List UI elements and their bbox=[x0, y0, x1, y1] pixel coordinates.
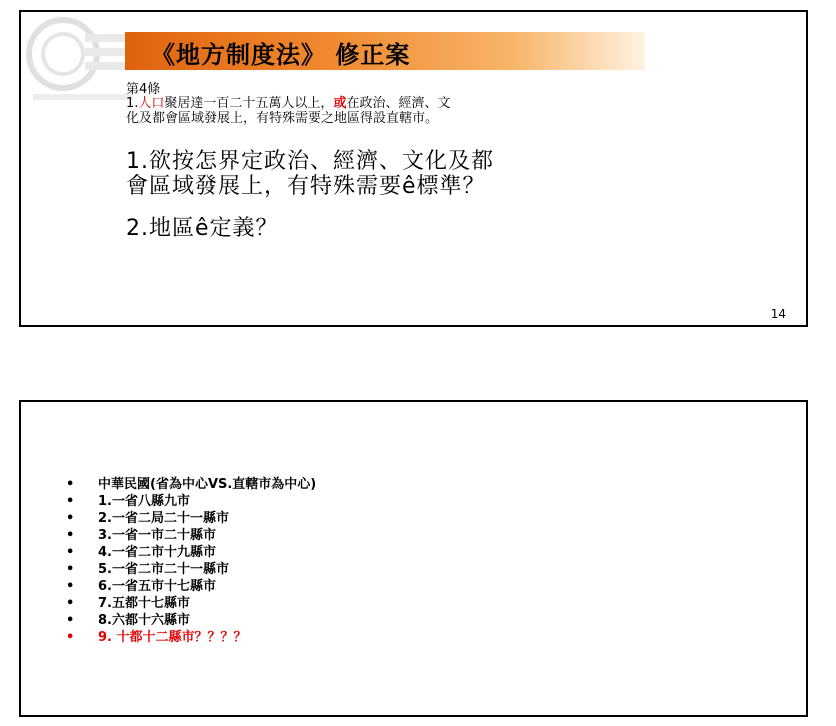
article-clause-line1 bbox=[126, 96, 450, 111]
slide-title: 《地方制度法》 修正案 bbox=[151, 41, 411, 69]
question-2: 2.地區ê定義？ bbox=[126, 216, 279, 241]
bullet-dot-icon: • bbox=[66, 528, 75, 543]
question-1-line1: 1.欲按怎界定政治、經濟、文化及都 bbox=[126, 149, 494, 174]
bullet-dot-icon: • bbox=[66, 613, 75, 628]
list-item-text: 3.一省一市二十縣市 bbox=[98, 528, 216, 543]
bullet-dot-icon: • bbox=[66, 562, 75, 577]
bullet-dot-icon: • bbox=[66, 630, 75, 645]
slide-14 bbox=[19, 10, 808, 327]
title-bar bbox=[125, 32, 645, 70]
bullet-dot-icon: • bbox=[66, 494, 75, 509]
clause-keyword-or: 或 bbox=[333, 96, 347, 111]
list-item-text: 2.一省二局二十一縣市 bbox=[98, 511, 229, 526]
bullet-dot-icon: • bbox=[66, 477, 75, 492]
list-item-text: 7.五都十七縣市 bbox=[98, 596, 190, 611]
list-item-text: 1.一省八縣九市 bbox=[98, 494, 190, 509]
list-item-text: 5.一省二市二十一縣市 bbox=[98, 562, 229, 577]
clause-middle: 聚居達一百二十五萬人以上， bbox=[164, 96, 334, 111]
slide-county-list bbox=[19, 400, 808, 717]
bullet-dot-icon: • bbox=[66, 579, 75, 594]
clause-prefix: 1. bbox=[126, 96, 139, 111]
bullet-dot-icon: • bbox=[66, 596, 75, 611]
list-item-text: 8.六都十六縣市 bbox=[98, 613, 190, 628]
list-item-text: 6.一省五市十七縣市 bbox=[98, 579, 216, 594]
article-label: 第4條 bbox=[126, 82, 161, 97]
question-1-line2: 會區域發展上，有特殊需要ê標準？ bbox=[126, 174, 486, 199]
clause-keyword-population: 人口 bbox=[138, 96, 165, 111]
clause-rest: 在政治、經濟、文 bbox=[346, 96, 451, 111]
page-number: 14 bbox=[770, 307, 786, 321]
list-item-text: 中華民國(省為中心VS.直轄市為中心) bbox=[98, 477, 317, 492]
bullet-dot-icon: • bbox=[66, 545, 75, 560]
article-clause-line2: 化及都會區域發展上，有特殊需要之地區得設直轄市。 bbox=[126, 111, 439, 126]
bullet-dot-icon: • bbox=[66, 511, 75, 526]
list-item-text: 4.一省二市十九縣市 bbox=[98, 545, 216, 560]
list-item-text: 9. 十都十二縣市？？？？ bbox=[98, 630, 247, 645]
